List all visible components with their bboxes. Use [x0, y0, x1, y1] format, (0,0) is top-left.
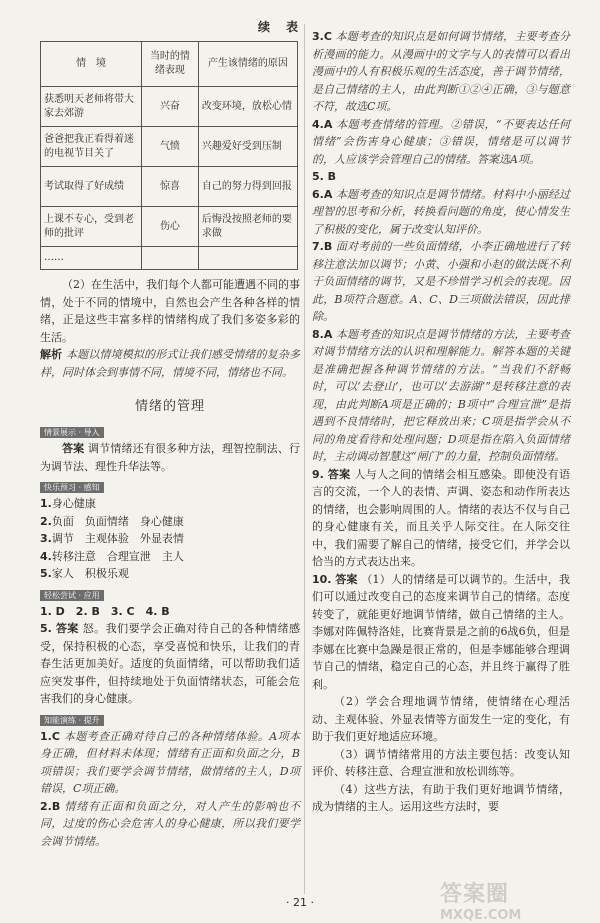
analysis-label: 解析	[40, 348, 63, 361]
section-tag: 情景展示 · 导入	[40, 427, 104, 438]
item-number: 6.	[312, 187, 324, 201]
analysis-text: 本题以情境模拟的形式让我们感受情绪的复杂多样，同时体会到事情不同，情境不同，情绪也不同。	[40, 348, 301, 379]
answer-text: 怒。我们要学会正确对待自己的各种情绪感受，保持积极的心态，享受喜悦和快乐，让我们的青春生活更加美好。适度的负面情绪，可以帮助我们适应突发事件，但持续地处于负面情绪状态，可能会危害我们的身心健康。	[40, 622, 301, 705]
item-number: 1.	[40, 497, 52, 510]
table-cell: 上课不专心，受到老师的批评	[41, 207, 142, 247]
table-header: 情 境	[41, 42, 142, 87]
answer-label: 答案	[62, 442, 85, 455]
answer-text: 本题考查的知识点是调节情绪。材料中小丽经过理智的思考和分析，转换看问题的角度，使心情发生了积极的变化，属于改变认知评价。	[312, 187, 571, 236]
item-number: 1.	[40, 729, 52, 743]
table-row	[41, 207, 298, 247]
table-cell: 改变环境，放松心情	[198, 87, 297, 127]
right-column	[312, 28, 570, 816]
answer-key: C	[323, 30, 332, 43]
table-header-row	[41, 42, 298, 87]
answer-label: 答案	[327, 467, 351, 481]
table-row	[41, 247, 298, 270]
left-column	[40, 18, 300, 850]
item-number: 7.	[312, 240, 324, 253]
table-cell: 自己的努力得到回报	[198, 167, 297, 207]
answer-text: 人与人之间的情绪会相互感染。即使没有语言的交流，一个人的表情、声调、姿态和动作所表达的情绪，也会影响周围的人。情绪的表达不仅与自己的身心健康有关，而且关乎人际交往。在人际交往中，我们需要了解自己的情绪，接受它们，并学会以恰当的方式表达出来。	[312, 467, 571, 568]
table-cell: 获悉明天老师将带大家去郊游	[41, 87, 142, 127]
item-number: 10.	[312, 572, 332, 586]
page-number: · 21 ·	[286, 896, 314, 909]
section-tag: 轻松尝试 · 应用	[40, 590, 104, 601]
answer-label: 答案	[335, 572, 358, 586]
answer-text: （1）人的情绪是可以调节的。生活中，我们可以通过改变自己的态度来调节自己的情绪。态度转变了，就能更好地调节情绪，做自己情绪的主人。李娜对阵佩特洛娃，比赛背景是之前的6战6负，但是李娜在比赛中急躁是很正常的，但是李娜能够合理调节自己的情绪，稳定自己的心态，并且终于赢得了胜利。	[312, 572, 571, 691]
table-cell: 兴趣爱好受到压制	[198, 127, 297, 167]
question-answer	[312, 571, 570, 694]
emotion-table	[40, 41, 298, 270]
item-number: 9.	[312, 467, 324, 481]
paragraph: （2）在生活中，我们每个人都可能遭遇不同的事情，处于不同的情境中，自然也会产生各种各样的情绪，正是这些丰富多样的情绪构成了我们多姿多彩的生活。	[40, 278, 300, 344]
section-title: 情绪的管理	[134, 399, 205, 414]
answer-text: 本题考查的知识点是如何调节情绪，主要考查分析漫画的能力。从漫画中的文字与人的表情可以看出漫画中的人有积极乐观的生活态度，善于调节情绪，是自己情绪的主人，由此判断①②④正确，③与题意不符，故选C项。	[312, 30, 570, 113]
answer-key: A	[323, 117, 333, 131]
list-item	[40, 565, 300, 583]
table-cell: 后悔没按照老师的要求做	[198, 207, 297, 247]
item-number: 4.	[312, 117, 324, 131]
question-answer	[40, 620, 300, 708]
column-divider	[304, 24, 305, 894]
item-number: 3.	[312, 30, 324, 43]
answer-row: 1. D 2. B 3. C 4. B	[40, 604, 170, 618]
item-text: 调节 主观体验 外显表情	[51, 532, 184, 545]
item-number: 5.	[40, 622, 52, 635]
question-answer	[312, 186, 570, 239]
answer-label: 答案	[55, 622, 79, 635]
list-item	[40, 513, 300, 531]
table-row	[41, 167, 298, 207]
item-text: 转移注意 合理宣泄 主人	[51, 549, 184, 563]
answer-text: 调节情绪还有很多种方法，理智控制法、行为调节法、理性升华法等。	[40, 442, 301, 473]
question-answer	[312, 28, 570, 116]
table-cell: 伤心	[142, 207, 199, 247]
item-number: 2.	[40, 514, 52, 528]
question-answer	[312, 326, 570, 466]
item-text: 负面 负面情绪 身心健康	[51, 514, 184, 528]
table-cell: ……	[41, 247, 142, 270]
answer-text: 本题考查正确对待自己的各种情绪体验。A项本身正确，但材料未体现；情绪有正面和负面之分，B项错误；我们要学会调节情绪，做情绪的主人，D项错误，C项正确。	[40, 729, 301, 795]
answer-row: 5. B	[312, 170, 337, 183]
table-header: 当时的情绪表现	[142, 42, 199, 87]
item-number: 3.	[40, 532, 52, 545]
watermark-text: 答案圈	[440, 882, 510, 907]
table-cell: 兴奋	[142, 87, 199, 127]
answer-text: 本题考查的知识点是调节情绪的方法，主要考查对调节情绪方法的认识和理解能力。解答本题的关键是准确把握各种调节情绪的方法。“当我们不舒畅时，可以‘去登山’，也可以‘去游湖’”是转移注意的表现，由此判断A项是正确的；B项中“合理宣泄”是指遇到不良情绪时，把它释放出来；C项是指学会从不同的角度看待和处理问题；D项是指在陷入负面情绪时，主动调动智慧这“闸门”的力量，控制负面情绪。	[312, 327, 571, 463]
answer-key: B	[323, 240, 333, 253]
paragraph: （4）这些方法，有助于我们更好地调节情绪，成为情绪的主人。运用这些方法时，要	[312, 782, 570, 813]
list-item	[40, 548, 300, 566]
table-cell: 惊喜	[142, 167, 199, 207]
table-cell: 爸爸把我正看得着迷的电视节目关了	[41, 127, 142, 167]
question-answer	[312, 116, 570, 169]
answer-text: 本题考查情绪的管理。②错误，“不要表达任何情绪”会伤害身心健康；③错误，情绪是可以调节的，人应该学会管理自己的情绪。答案选A项。	[312, 117, 570, 166]
question-answer	[40, 798, 300, 851]
table-row	[41, 127, 298, 167]
list-item	[40, 530, 300, 548]
paragraph: （3）调节情绪常用的方法主要包括：改变认知评价、转移注意、合理宣泄和放松训练等。	[312, 747, 570, 778]
watermark-url: MXQE.COM	[440, 908, 522, 923]
answer-key: A	[323, 327, 333, 341]
question-answer	[312, 238, 570, 326]
answer-key: B	[51, 799, 61, 813]
item-number: 2.	[40, 799, 52, 813]
answer-text: 情绪有正面和负面之分，对人产生的影响也不同，过度的伤心会危害人的身心健康，所以我们要学会调节情绪。	[40, 799, 300, 848]
section-tag: 快乐预习 · 感知	[40, 482, 104, 493]
table-cell: 考试取得了好成绩	[41, 167, 142, 207]
table-cell: 气愤	[142, 127, 199, 167]
list-item	[40, 495, 300, 513]
question-answer	[40, 728, 300, 798]
answer-key: C	[51, 729, 60, 743]
table-cell	[142, 247, 199, 270]
item-text: 家人 积极乐观	[51, 567, 129, 580]
watermark-logo	[440, 877, 590, 923]
table-cell	[198, 247, 297, 270]
item-number: 4.	[40, 549, 52, 563]
section-tag: 知能演练 · 提升	[40, 715, 104, 726]
item-number: 5.	[40, 567, 52, 580]
table-header: 产生该情绪的原因	[198, 42, 297, 87]
analysis-paragraph	[40, 346, 300, 381]
answer-paragraph	[40, 440, 300, 475]
answer-key: A	[323, 187, 333, 201]
item-number: 8.	[312, 327, 324, 341]
paragraph: （2）学会合理地调节情绪，使情绪在心理活动、主观体验、外显表情等方面发生一定的变化，有助于我们更好地适应环境。	[312, 695, 570, 743]
answer-text: 面对考前的一些负面情绪，小李正确地进行了转移注意法加以调节；小黄、小强和小赵的做法既不利于负面情绪的调节，又是不珍惜学习机会的表现。因此，B项符合题意。A、C、D三项做法错误，因此排除。	[312, 240, 570, 323]
table-title: 续 表	[257, 20, 300, 34]
table-row	[41, 87, 298, 127]
item-text: 身心健康	[51, 497, 96, 510]
question-answer	[312, 466, 570, 571]
